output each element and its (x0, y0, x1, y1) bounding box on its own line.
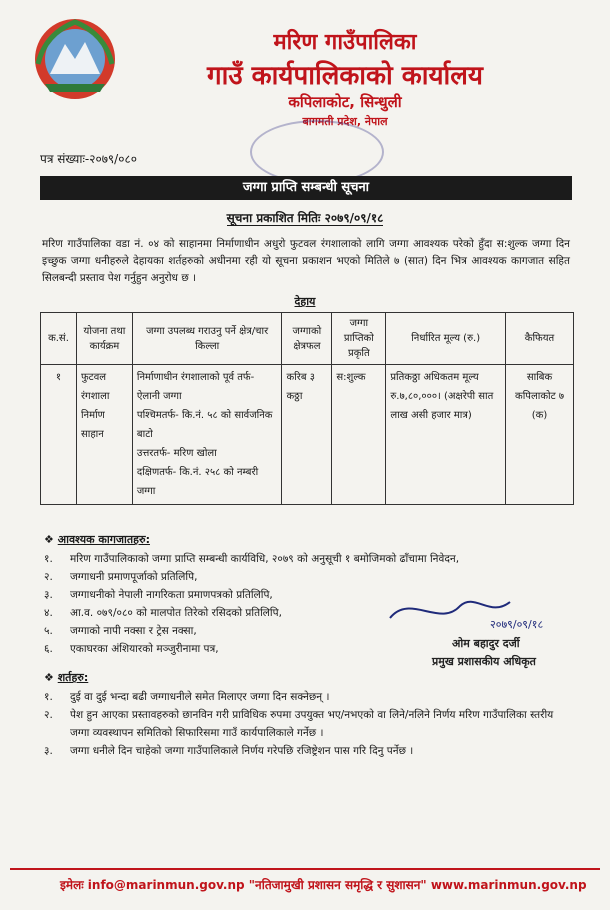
documents-heading: ❖ आवश्यक कागजातहरु: (44, 533, 150, 546)
reference-number: पत्र संख्याः-२०७९/०८० (40, 152, 137, 166)
col-project: योजना तथा कार्यक्रम (76, 313, 132, 365)
footer-contact: इमेलः info@marinmun.gov.np "नतिजामुखी प्रशासन समृद्धि र सुशासन" www.marinmun.gov.np (60, 878, 587, 892)
province-name: बागमती प्रदेश, नेपाल (302, 115, 388, 128)
table-header-row (41, 313, 574, 365)
col-remarks: कैफियत (506, 313, 574, 365)
list-item: ३. जग्गा धनीले दिन चाहेको जग्गा गाउँपालिकाले निर्णय गरेपछि रजिष्ट्रेशन पास गरि दिनु पर्नेछ । (44, 745, 414, 757)
cell-sn: १ (41, 365, 77, 505)
conditions-list (44, 688, 564, 760)
publication-date: सूचना प्रकाशित मितिः २०७९/०९/१८ (226, 211, 384, 225)
col-area: जग्गा उपलब्ध गराउनु पर्ने क्षेत्र/चार किल्ला (132, 313, 282, 365)
list-item: ५. जग्गाको नापी नक्सा र ट्रेस नक्सा, (44, 625, 197, 637)
diamond-bullet-icon: ❖ (44, 671, 58, 684)
list-item: १. मरिण गाउँपालिकाको जग्गा प्राप्ति सम्बन्धी कार्यविधि, २०७९ को अनुसूची १ बमोजिमको ढाँचामा निवेदन, (44, 553, 460, 565)
diamond-bullet-icon: ❖ (44, 533, 58, 546)
intro-paragraph: मरिण गाउँपालिका वडा नं. ०४ को साहानमा निर्माणाधीन अधुरो फुटवल रंगशालाको लागि जग्गा आवश्यक परेको हुँदा स:शुल्क जग्गा दिन इच्छुक जग्गा धनीहरुले देहायका शर्तहरुको अधीनमा रही यो सूचना प्रकाशन भएको मितिले ७ (सात) दिन भित्र आवश्यक कागजात सहित सिलबन्दी प्रस्ताव पेश गर्नुहुन अनुरोध छ । (42, 238, 570, 284)
nepal-emblem-icon (30, 14, 120, 104)
col-price: निर्धारित मूल्य (रु.) (386, 313, 506, 365)
list-item: ४. आ.व. ०७९/०८० को मालपोत तिरेको रसिदको प्रतिलिपि, (44, 607, 282, 619)
office-stamp-icon (250, 120, 384, 184)
signatory-post: प्रमुख प्रशासकीय अधिकृत (432, 655, 536, 668)
office-address: कपिलाकोट, सिन्धुली (288, 93, 402, 111)
municipality-name: मरिण गाउँपालिका (273, 30, 417, 55)
signatory-name: ओम बहादुर दर्जी (452, 637, 520, 650)
cell-area (132, 365, 282, 505)
list-item: २. पेश हुन आएका प्रस्तावहरुको छानविन गरी प्राविधिक रुपमा उपयुक्त भए/नभएको वा लिने/नलिने निर्णय मरिण गाउँपालिका स्तरीय जग्गा व्यवस्थापन समितिको सिफारिसमा गाउँ कार्यपालिकाले गर्नेछ । (44, 709, 554, 739)
area-line: निर्माणाधीन रंगशालाको पूर्व तर्फ- ऐलानी जग्गा (136, 372, 255, 402)
cell-price: प्रतिकठ्ठा अधिकतम मूल्य रु.७,८०,०००। (अक्षरेपी सात लाख असी हजार मात्र) (386, 365, 506, 505)
footer-divider (10, 868, 600, 870)
list-item: ६. एकाघरका अंशियारको मञ्जुरीनामा पत्र, (44, 643, 219, 655)
cell-size: करिब ३ कठ्ठा (282, 365, 332, 505)
cell-nature: स:शुल्क (332, 365, 386, 505)
col-nature: जग्गा प्राप्तिको प्रकृति (332, 313, 386, 365)
col-sn: क.सं. (41, 313, 77, 365)
area-line: दक्षिणतर्फ- कि.नं. २५८ को नम्बरी जग्गा (136, 467, 259, 497)
area-line: उत्तरतर्फ- मरिण खोला (136, 448, 217, 459)
office-name: गाउँ कार्यपालिकाको कार्यालय (207, 61, 483, 91)
conditions-heading: ❖ शर्तहरु: (44, 671, 89, 684)
list-item: ३. जग्गाधनीको नेपाली नागरिकता प्रमाणपत्रको प्रतिलिपि, (44, 589, 273, 601)
area-line: पश्चिमतर्फ- कि.नं. ५८ को सार्वजनिक बाटो (136, 410, 273, 440)
list-item: २. जग्गाधनी प्रमाणपूर्जाको प्रतिलिपि, (44, 571, 198, 583)
signature-icon (380, 588, 550, 636)
signature-date: २०७९/०९/१८ (490, 618, 544, 631)
col-size: जग्गाको क्षेत्रफल (282, 313, 332, 365)
schedule-heading: देहाय (294, 295, 316, 308)
notice-title-banner: जग्गा प्राप्ति सम्बन्धी सूचना (40, 176, 572, 200)
cell-remarks: साबिक कपिलाकोट ७ (क) (506, 365, 574, 505)
table-row (41, 365, 574, 505)
list-item: १. दुई वा दुई भन्दा बढी जग्गाधनीले समेत मिलाएर जग्गा दिन सक्नेछन् । (44, 691, 330, 703)
cell-project: फुटवल रंगशाला निर्माण साहान (76, 365, 132, 505)
land-table (40, 312, 574, 505)
